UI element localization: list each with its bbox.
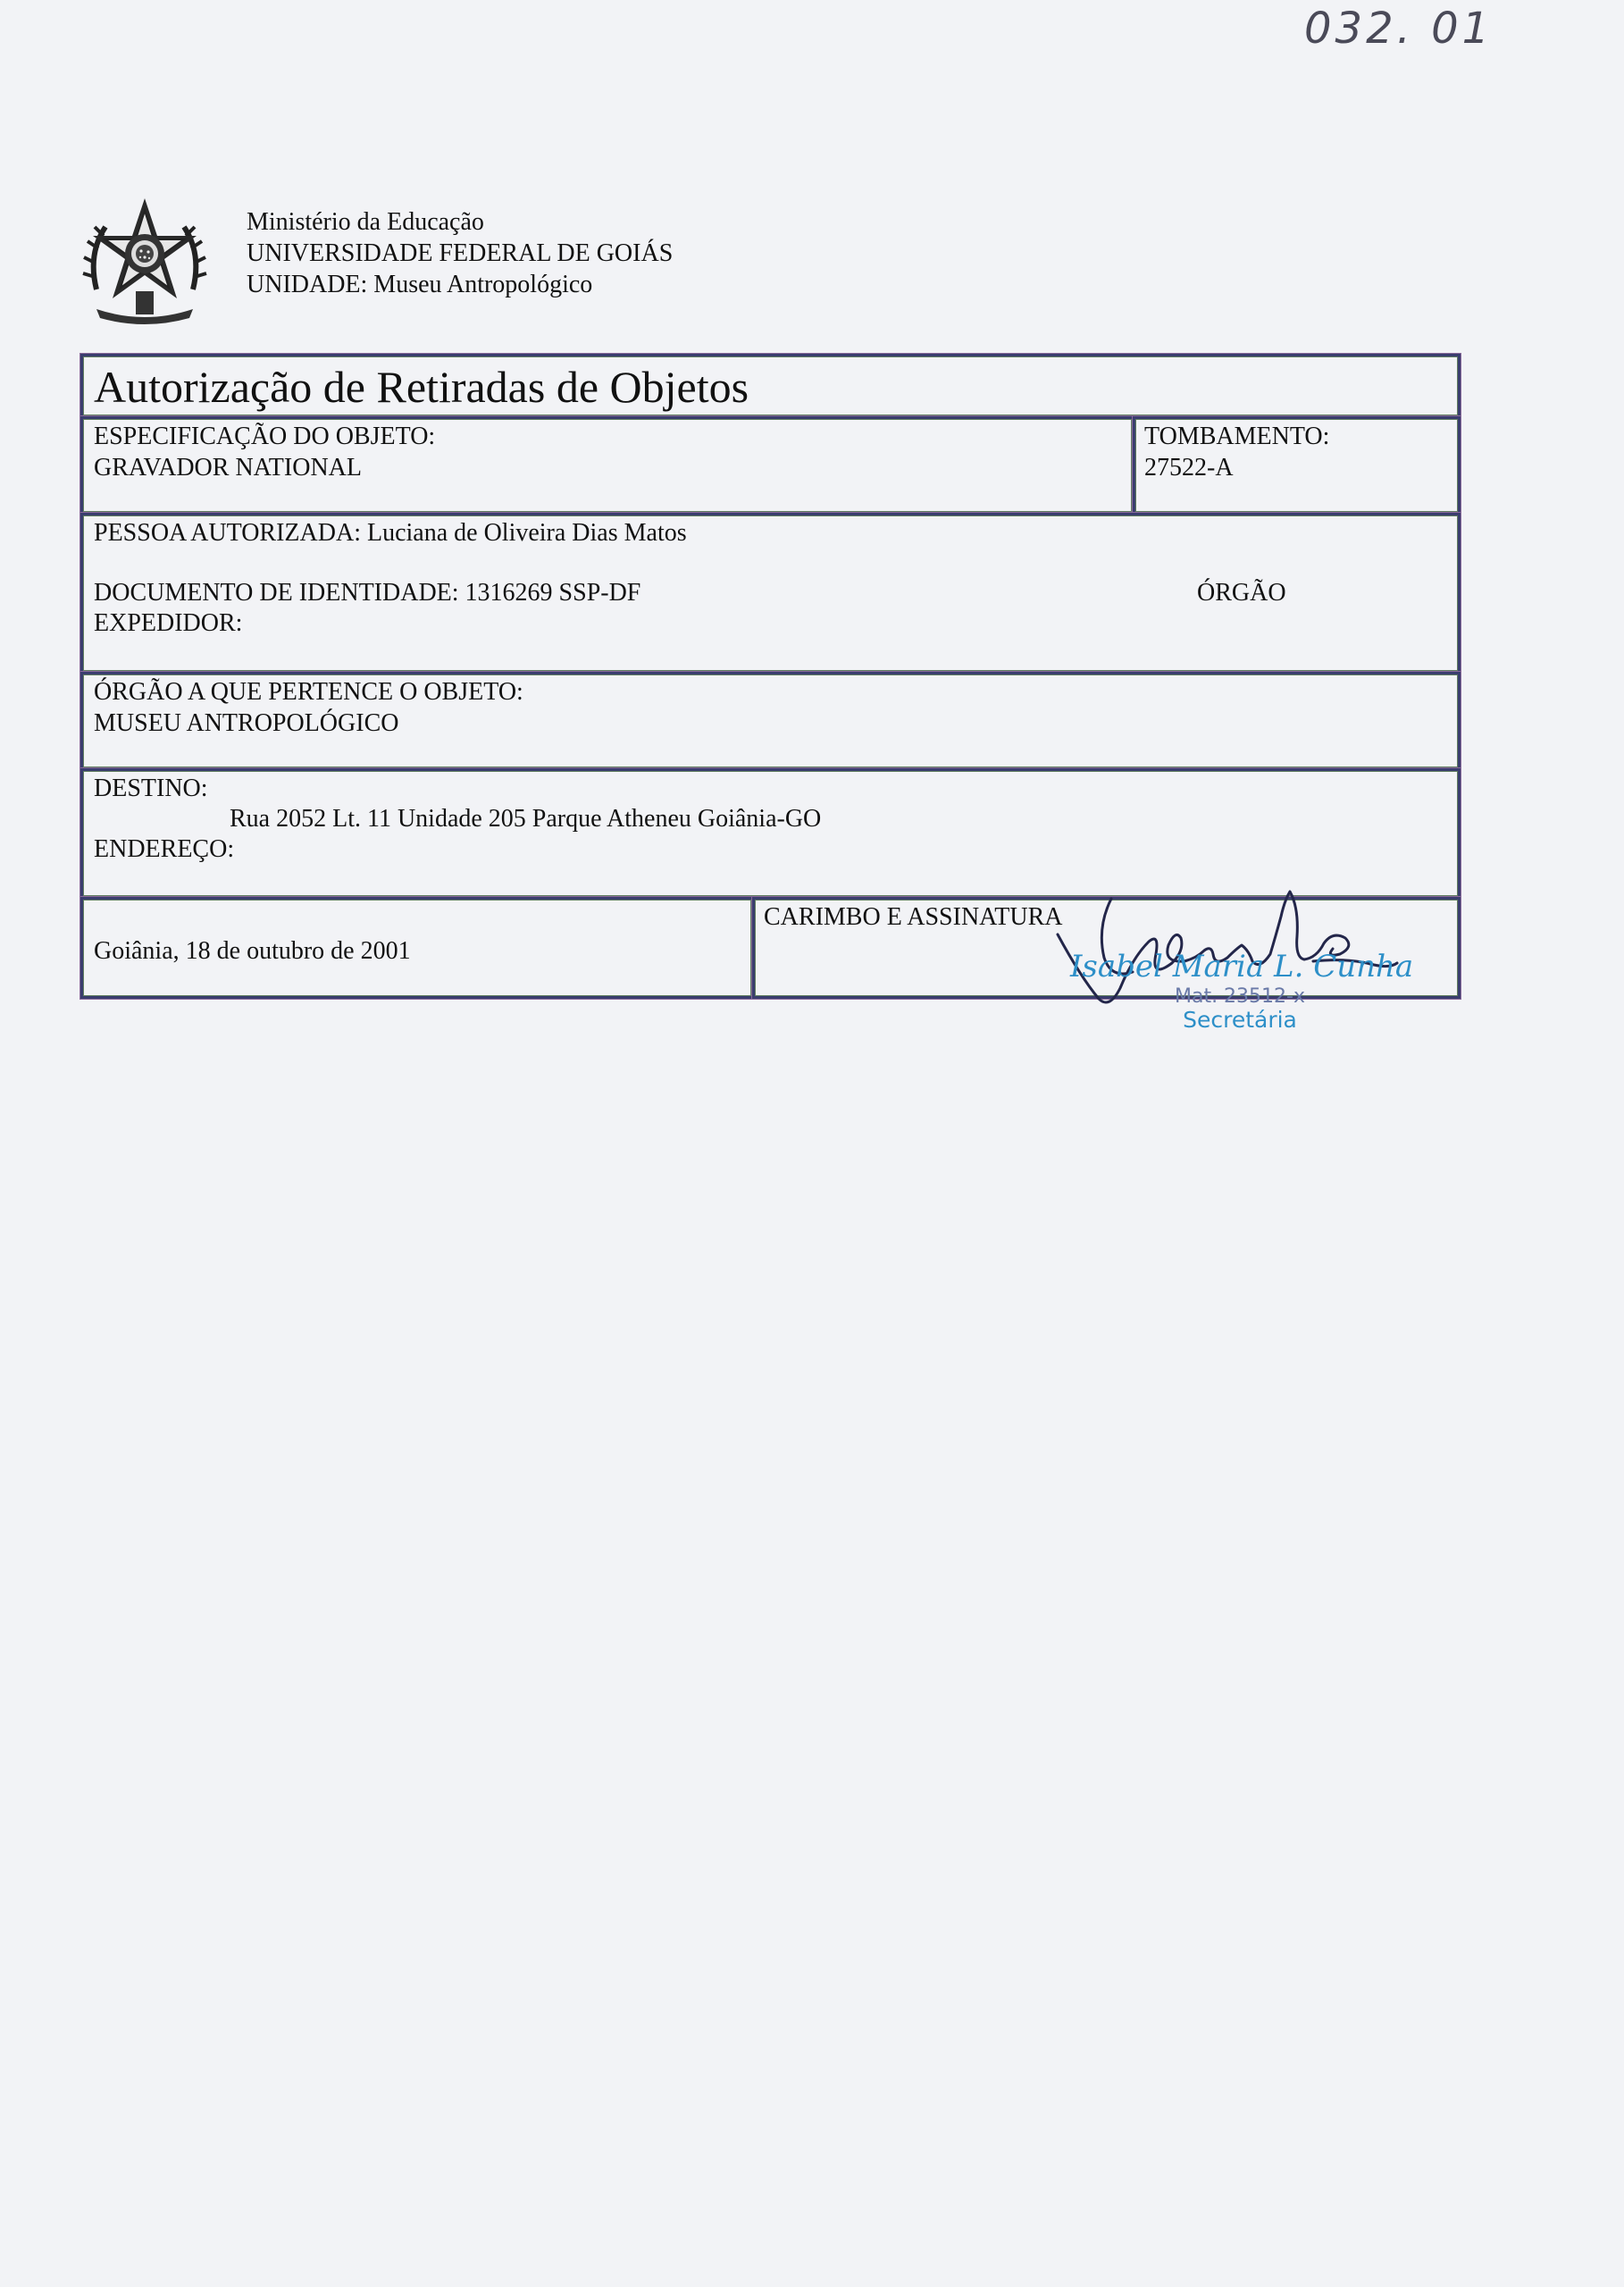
owner-box	[80, 672, 1461, 770]
stamp-name: Isabel Maria L. Cunha	[1070, 949, 1414, 984]
date-box	[80, 897, 754, 999]
stamp-registration: Mat. 23512-x	[1174, 985, 1306, 1008]
owner-label: ÓRGÃO A QUE PERTENCE O OBJETO:	[94, 678, 523, 706]
authorized-person-box	[80, 513, 1461, 674]
letterhead	[79, 191, 883, 325]
id-document: DOCUMENTO DE IDENTIDADE: 1316269 SSP-DF	[94, 579, 641, 607]
destino-label: DESTINO:	[94, 775, 208, 802]
official-stamp	[1070, 949, 1414, 1033]
title-box	[80, 354, 1461, 418]
expedidor-label: EXPEDIDOR:	[94, 609, 243, 637]
handwritten-page-number: 032. 01	[1304, 4, 1494, 54]
stamp-signature-label: CARIMBO E ASSINATURA	[764, 903, 1063, 931]
university-line: UNIVERSIDADE FEDERAL DE GOIÁS	[247, 239, 674, 267]
object-spec-label: ESPECIFICAÇÃO DO OBJETO:	[94, 423, 436, 450]
owner-value: MUSEU ANTROPOLÓGICO	[94, 709, 399, 737]
tombamento-value: 27522-A	[1144, 454, 1234, 482]
unit-line: UNIDADE: Museu Antropológico	[247, 271, 593, 298]
authorized-person: PESSOA AUTORIZADA: Luciana de Oliveira Dias Matos	[94, 519, 687, 547]
object-spec-box	[80, 416, 1134, 515]
destino-address: Rua 2052 Lt. 11 Unidade 205 Parque Atheneu Goiânia-GO	[230, 805, 822, 833]
form-title: Autorização de Retiradas de Objetos	[94, 362, 749, 412]
stamp-role: Secretária	[1183, 1007, 1297, 1033]
ministry-line: Ministério da Educação	[247, 208, 484, 236]
object-spec-value: GRAVADOR NATIONAL	[94, 454, 362, 482]
date-place: Goiânia, 18 de outubro de 2001	[94, 937, 411, 965]
orgao-label: ÓRGÃO	[1197, 579, 1286, 607]
endereco-label: ENDEREÇO:	[94, 835, 235, 863]
tombamento-label: TOMBAMENTO:	[1144, 423, 1330, 450]
tombamento-box	[1133, 416, 1461, 515]
coat-of-arms-icon	[79, 191, 211, 325]
